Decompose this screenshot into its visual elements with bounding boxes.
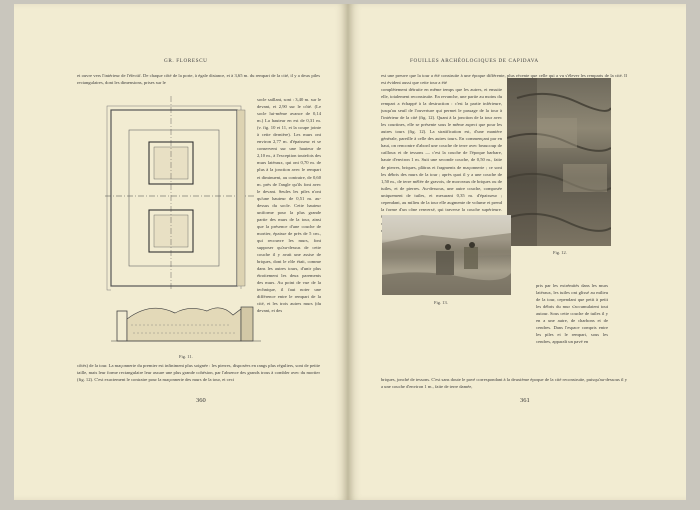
right-text-top: est une preuve que la tour a été construite à une époque différente, plus récente que celle qui a vu s'élever les remparts de la cité. Il est évident aussi que cette tour a été [381,73,627,86]
running-head-left: GR. FLORESCU [164,58,208,64]
page-number-left: 360 [196,397,206,404]
left-text-column: socle saillant, sont : 3,40 m. sur le devant, et 2,90 sur le côté. (Le socle lui-même avance de 0,14 m.) La hauteur en est de 0,31 m. (v. fig. 10 et 11, et la coupe jointe à cette dernière). Les murs ont environ 2,77 m. d'épaisseur et se conservent sur une hauteur de 2,10 m., à l'exception toutefois des murs latéraux, qui ont 0,70 m. de plus à la jonction avec le rempart et diminuent, au contraire, de 0,60 m. près de l'angle qu'ils font avec le devant. Seules les piles n'ont qu'une hauteur de 0,51 m. au-dessus du socle. Cette hauteur uniforme pour la plus grande partie des murs de la tour, ainsi que la présence d'une couche de mortier, épaisse de près de 5 cm., qui recouvre les murs, font supposer qu'au-dessus de cette couche il y avait une assise de briques, dont le rôle était, comme dans les autres tours, d'unir plus étroitement les deux parements des murs. Au point de vue de la technique, il faut noter une différence entre le rempart de la cité, et les trois autres murs (du devant, et des [257,97,321,314]
fig-13-photo [382,215,511,295]
right-text-bottom: briques, jonché de tessons. C'est sans doute le pavé correspondant à la deuxième époque de la cité reconstruite, puisqu'au-dessous il y a une couche d'environ 1 m., faite de terre damée, [381,377,627,390]
page-number-right: 361 [520,397,530,404]
left-page [14,4,348,500]
section-drawing [111,289,261,347]
right-text-column: complètement détruite en même temps que les autres, et ensuite elle, totalement reconstruite. En revanche, une partie au moins du rempart a échappé à la destruction : c'est la partie inférieure, jusqu'au seuil de l'ouverture qui permet le passage de la tour à l'intérieur de la cité (fig. 12). Quant à la jonction de la tour avec les courtines, elle se présente sous le même aspect que pour les autres tours (fig. 12). La stratification est, d'une manière générale, pareille à celle des autres tours. En commençant par en haut, on rencontre d'abord une couche de terre avec beaucoup de cailloux et de tessons — c'est la couche de l'époque barbare, haute d'environ 1 m. Suit une seconde couche, de 0,50 m., faite de pierres, briques, plâtras et fragments de maçonnerie ; ce sont les débris des murs de la tour ; après quoi il y a une couche de 1,50 m., de terre mêlée de gravois, de morceaux de briques ou de tuiles, et de pierres. Au-dessous, une autre couche, composée uniquement de tuiles, et mesurant 0,35 m. d'épaisseur ; cependant, au milieu de la tour elle augmente de volume et prend la forme d'un cône renversé, qui traverse la couche supérieure. [381,87,502,212]
fig-12-caption: Fig. 12. [553,250,567,255]
left-text-top: et ouvre vers l'intérieur de l'éfectif. De chaque côté de la porte, à égale distance, et à 3,65 m. du rempart de la cité, il y a deux piles rectangulaires, dont les dimensions, prises sur le [77,73,320,86]
book-spread [14,4,686,500]
right-text-side: pris par les extrémités dans les murs latéraux, les tuiles ont glissé au milieu de la tour, cependant que petit à petit les débris du mur s'accumulaient tout autour. Sous cette couche de tuiles il y en a une autre, de charbons et de cendres. Dans l'espace compris entre les piles et le rempart, sous les cendres, apparaît un pavé en [536,283,608,345]
fig-13-caption: Fig. 13. [434,300,448,305]
right-page [348,4,686,500]
fig-11-caption: Fig. 11. [179,354,193,359]
running-head-right: FOUILLES ARCHÉOLOGIQUES DE CAPIDAVA [410,58,539,64]
left-text-bottom: côtés) de la tour. La maçonnerie du premier est infiniment plus soignée : les pierres, disposées en rangs plus réguliers, sont de petite taille, mais leur forme rectangulaire leur assure une plus grande cohésion, par l'absence des grands trous à combler avec du mortier (fig. 12). C'est exactement le contraire pour la maçonnerie des murs de la tour, et ceci [77,363,320,383]
tower-plan-drawing [105,96,255,291]
fig-12-photo [507,78,611,246]
